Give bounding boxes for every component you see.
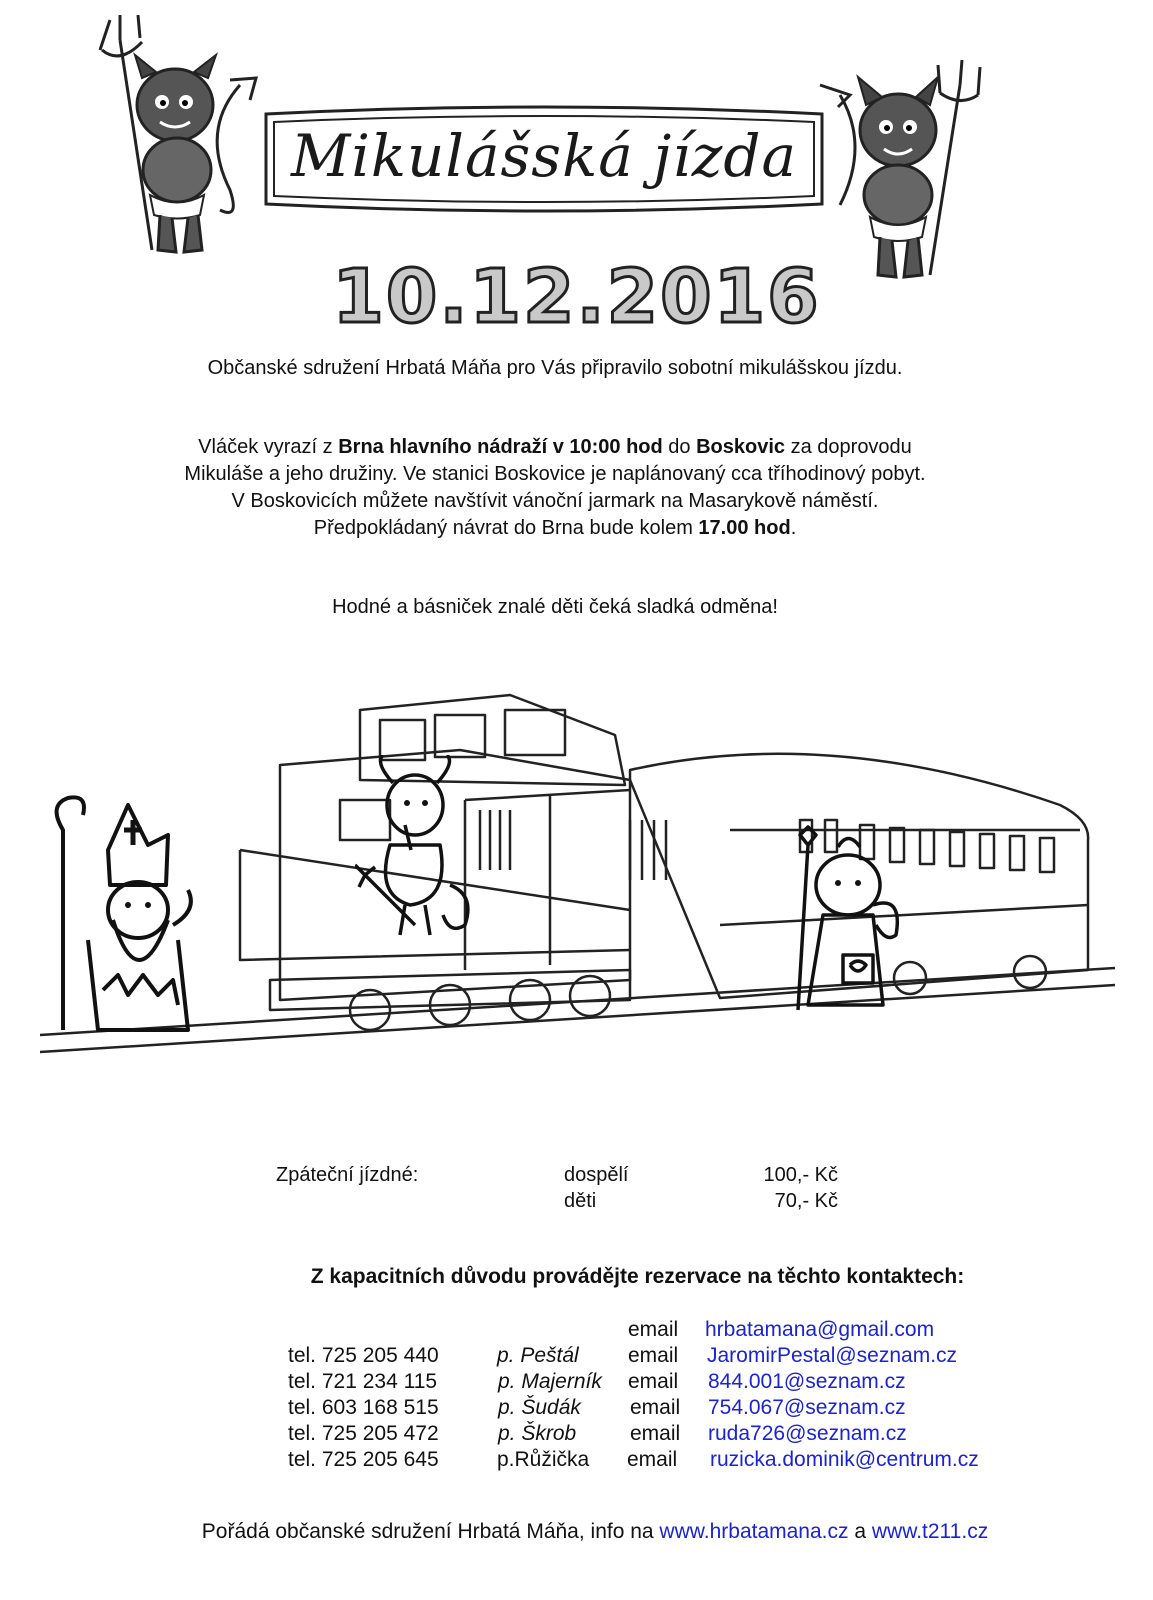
email-link[interactable]: 754.067@seznam.cz [708, 1396, 906, 1419]
contact-name: p. Peštál [497, 1344, 579, 1367]
email-link[interactable]: hrbatamana@gmail.com [705, 1318, 935, 1341]
trip-description: Vláček vyrazí z Brna hlavního nádraží v 10:00 hod do Boskovic za doprovodu Mikuláše a jeho družiny. Ve stanici Boskovice je naplánovaný cca tříhodinový pobyt. V Boskovicích můžete navštívit vánoční jarmark na Masarykově náměstí. Předpokládaný návrat do Brna bude kolem 17.00 hod. [184, 436, 926, 539]
phone: tel. 603 168 515 [288, 1396, 439, 1419]
contact-row [0, 1422, 1153, 1448]
email-link[interactable]: ruda726@seznam.cz [708, 1422, 907, 1445]
email-label: email [628, 1344, 679, 1367]
devil-icon [355, 755, 485, 945]
website-link[interactable]: www.hrbatamana.cz [659, 1520, 849, 1543]
devil-icon [810, 55, 990, 285]
footer: Pořádá občanské sdružení Hrbatá Máňa, info na www.hrbatamana.cz a www.t211.cz [201, 1520, 989, 1543]
fare-adults: dospělí [564, 1164, 629, 1186]
saint-nicholas-icon [28, 790, 208, 1040]
intro-text: Občanské sdružení Hrbatá Máňa pro Vás připravilo sobotní mikulášskou jízdu. [207, 357, 903, 379]
fare-adults-price: 100,- Kč [763, 1164, 838, 1186]
email-link[interactable]: ruzicka.dominik@centrum.cz [710, 1448, 979, 1471]
email-label: email [630, 1396, 681, 1419]
fare-children: děti [564, 1190, 597, 1212]
reservation-title: Z kapacitních důvodu provádějte rezervace na těchto kontaktech: [310, 1265, 965, 1288]
phone: tel. 725 205 645 [288, 1448, 439, 1471]
reward-text: Hodné a básniček znalé děti čeká sladká odměna! [332, 596, 778, 618]
page-title: Mikulášská jízda [290, 122, 798, 190]
event-date: 10.12.2016 [332, 254, 821, 340]
email-label: email [628, 1370, 679, 1393]
email-link[interactable]: JaromirPestal@seznam.cz [707, 1344, 958, 1367]
contact-row [0, 1396, 1153, 1422]
fare-children-price: 70,- Kč [774, 1190, 838, 1212]
contact-row [0, 1370, 1153, 1396]
contact-name: p.Růžička [497, 1448, 590, 1471]
contact-row [0, 1318, 1153, 1344]
contact-name: p. Škrob [498, 1422, 577, 1445]
contact-name: p. Majerník [498, 1370, 602, 1393]
phone: tel. 721 234 115 [288, 1370, 438, 1393]
email-link[interactable]: 844.001@seznam.cz [708, 1370, 906, 1393]
website-link[interactable]: www.t211.cz [871, 1520, 989, 1543]
email-label: email [628, 1318, 679, 1341]
fare-label: Zpáteční jízdné: [276, 1164, 419, 1186]
phone: tel. 725 205 472 [288, 1422, 439, 1445]
angel-icon [778, 825, 908, 1015]
contact-row [0, 1344, 1153, 1370]
phone: tel. 725 205 440 [288, 1344, 439, 1367]
email-label: email [627, 1448, 678, 1471]
contact-row [0, 1448, 1153, 1474]
email-label: email [630, 1422, 681, 1445]
devil-icon [80, 10, 260, 260]
contact-name: p. Šudák [498, 1396, 581, 1419]
